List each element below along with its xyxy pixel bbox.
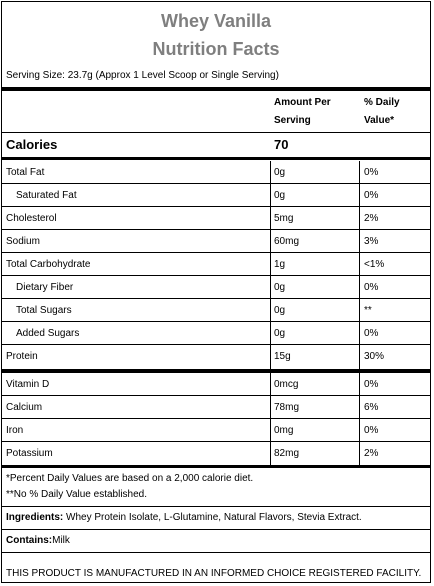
panel-heading: Nutrition Facts: [152, 39, 280, 59]
nutrient-amount: 0g: [274, 190, 286, 201]
nutrient-amount: 60mg: [274, 236, 300, 247]
amount-header-line2: Serving: [274, 115, 311, 126]
nutrition-facts-panel: [1, 1, 431, 583]
nutrient-daily-value: **: [364, 305, 372, 316]
nutrient-name: Total Sugars: [16, 305, 72, 316]
nutrient-daily-value: <1%: [364, 259, 385, 270]
amount-header: [274, 94, 331, 130]
calories-value: 70: [274, 137, 289, 152]
nutrient-amount: 0g: [274, 282, 286, 293]
nutrient-amount: 0mcg: [274, 379, 299, 390]
ingredients-rule: [2, 506, 430, 507]
table-row: [2, 253, 430, 276]
contains-label: Contains:: [6, 535, 53, 546]
serving-size: Serving Size: 23.7g (Approx 1 Level Scoop or Single Serving): [6, 70, 279, 81]
footnote-rule: [2, 465, 430, 468]
nutrient-daily-value: 30%: [364, 351, 385, 362]
nutrient-amount: 0g: [274, 305, 286, 316]
nutrient-name: Cholesterol: [6, 213, 57, 224]
nutrient-amount: 15g: [274, 351, 291, 362]
disclaimer-rule: [2, 552, 430, 553]
table-row: [2, 345, 430, 368]
nutrient-amount: 1g: [274, 259, 286, 270]
table-row: [2, 161, 430, 184]
table-row: [2, 184, 430, 207]
ingredients-text: Whey Protein Isolate, L-Glutamine, Natural Flavors, Stevia Extract.: [63, 512, 362, 523]
nutrient-name: Dietary Fiber: [16, 282, 74, 293]
nutrient-daily-value: 0%: [364, 190, 379, 201]
nutrient-daily-value: 0%: [364, 328, 379, 339]
nutrient-name: Saturated Fat: [16, 190, 77, 201]
table-row: [2, 373, 430, 396]
contains-line: [6, 535, 70, 547]
nutrient-amount: 78mg: [274, 402, 300, 413]
dv-header-line2: Value*: [364, 115, 395, 126]
table-row: [2, 419, 430, 442]
ingredients-line: [6, 512, 362, 524]
nutrient-amount: 82mg: [274, 448, 300, 459]
calories-label: Calories: [6, 137, 58, 152]
contains-text: Milk: [52, 535, 70, 546]
table-row: [2, 396, 430, 419]
nutrient-daily-value: 0%: [364, 282, 379, 293]
product-name: Whey Vanilla: [160, 11, 272, 31]
nutrient-amount: 0g: [274, 328, 286, 339]
contains-rule: [2, 529, 430, 530]
nutrient-name: Total Carbohydrate: [6, 259, 91, 270]
disclaimer: THIS PRODUCT IS MANUFACTURED IN AN INFORMED CHOICE REGISTERED FACILITY.: [6, 568, 422, 579]
nutrient-amount: 0mg: [274, 425, 294, 436]
dv-header-line1: % Daily: [364, 97, 400, 108]
calories-row: [2, 133, 430, 156]
footnote-1: *Percent Daily Values are based on a 2,000 calorie diet.: [6, 473, 254, 484]
calories-rule: [2, 157, 430, 160]
nutrient-name: Potassium: [6, 448, 53, 459]
nutrient-daily-value: 0%: [364, 425, 379, 436]
amount-header-line1: Amount Per: [274, 97, 331, 108]
nutrient-name: Added Sugars: [16, 328, 80, 339]
nutrient-name: Total Fat: [6, 167, 45, 178]
footnote-2: **No % Daily Value established.: [6, 489, 148, 500]
nutrient-amount: 0g: [274, 167, 286, 178]
nutrient-daily-value: 6%: [364, 402, 379, 413]
ingredients-label: Ingredients:: [6, 512, 64, 523]
top-thick-rule: [2, 87, 430, 91]
nutrient-daily-value: 2%: [364, 213, 379, 224]
nutrient-daily-value: 0%: [364, 379, 379, 390]
dv-header: [364, 94, 400, 130]
nutrient-name: Calcium: [6, 402, 43, 413]
table-row: [2, 299, 430, 322]
nutrient-amount: 5mg: [274, 213, 294, 224]
nutrient-name: Vitamin D: [6, 379, 50, 390]
nutrient-daily-value: 2%: [364, 448, 379, 459]
table-row: [2, 322, 430, 345]
nutrient-name: Sodium: [6, 236, 40, 247]
table-row: [2, 207, 430, 230]
nutrient-daily-value: 3%: [364, 236, 379, 247]
nutrient-name: Iron: [6, 425, 24, 436]
vitamins-table: [2, 373, 430, 465]
nutrients-table: [2, 161, 430, 371]
table-row: [2, 230, 430, 253]
table-row: [2, 276, 430, 299]
nutrient-daily-value: 0%: [364, 167, 379, 178]
table-row: [2, 442, 430, 465]
nutrient-name: Protein: [6, 351, 38, 362]
